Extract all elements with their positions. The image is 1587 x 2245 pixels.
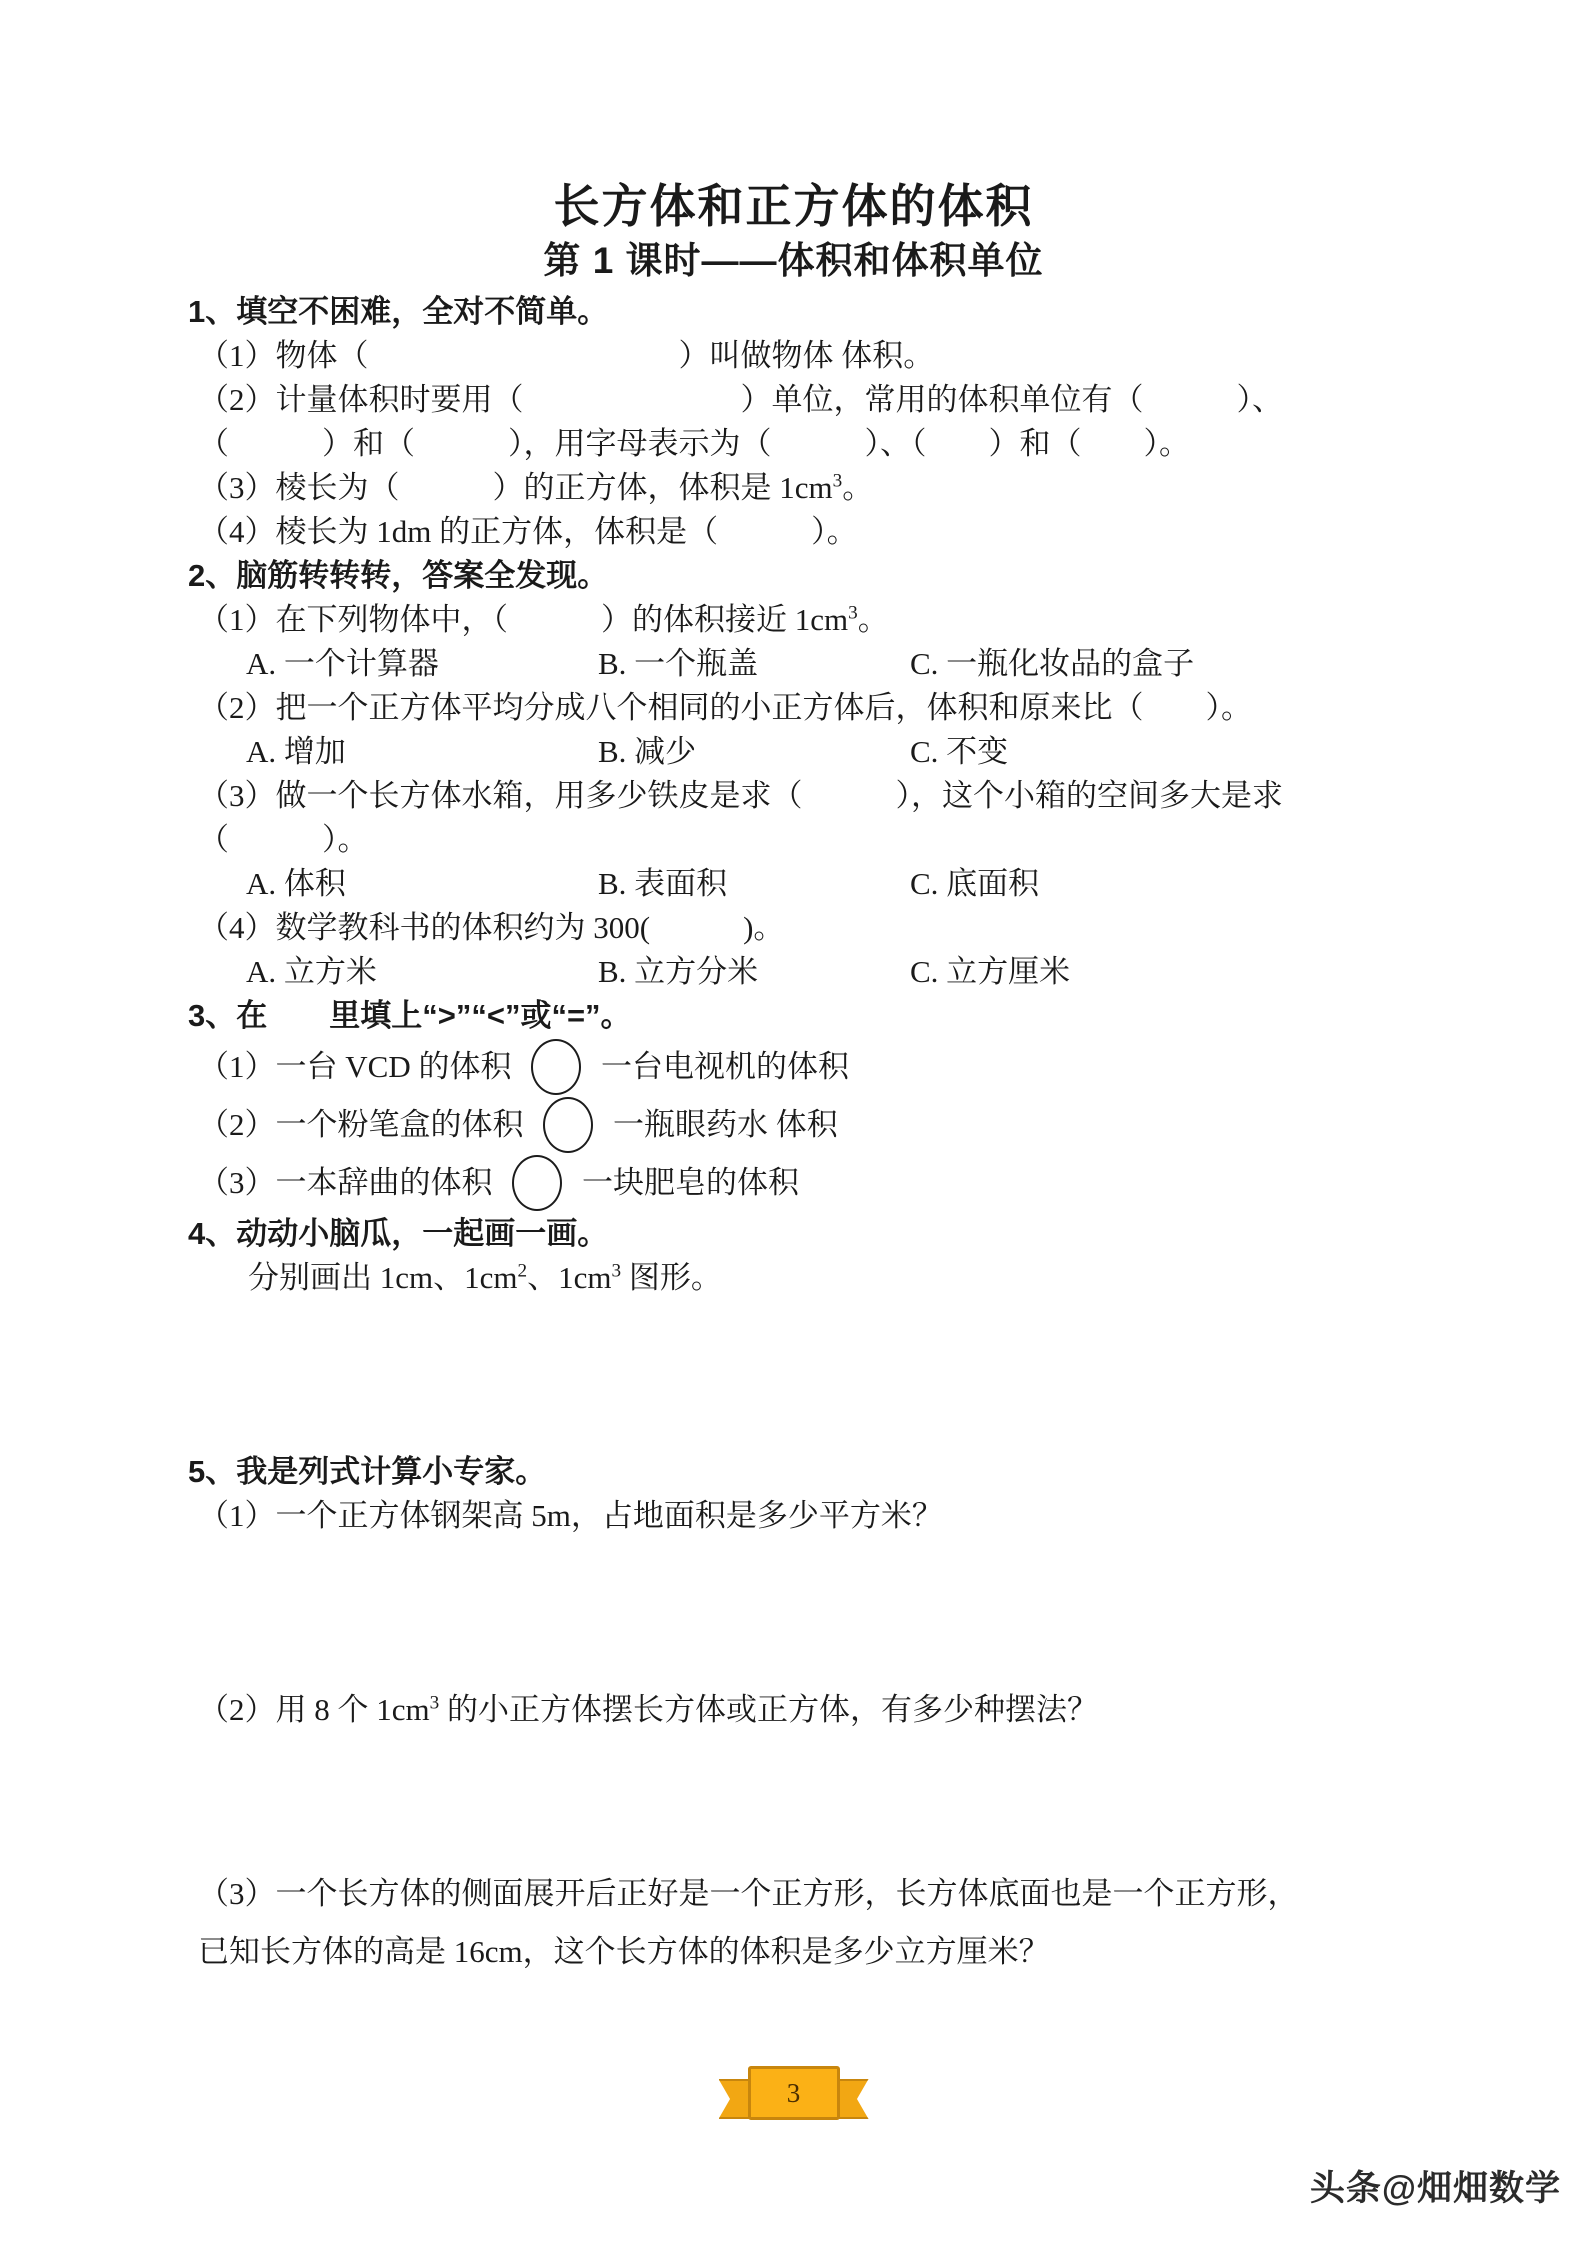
option-item: A. 立方米 bbox=[246, 954, 377, 989]
page-number-badge bbox=[748, 2066, 840, 2120]
question-line: （2）把一个正方体平均分成八个相同的小正方体后，体积和原来比（ ）。 bbox=[198, 690, 1252, 725]
question-line-continuation: （ ）和（ ），用字母表示为（ ）、（ ）和（ ）。 bbox=[198, 426, 1190, 461]
option-item: B. 表面积 bbox=[598, 866, 728, 901]
worksheet-body bbox=[188, 290, 1458, 1974]
option-item: C. 一瓶化妆品的盒子 bbox=[910, 646, 1195, 681]
section-heading: 3、在 里填上“>”“<”或“=”。 bbox=[188, 998, 632, 1033]
section-heading: 1、填空不困难，全对不简单。 bbox=[188, 294, 609, 329]
comparison-circle bbox=[512, 1155, 562, 1211]
question-line: （1）物体（ ）叫做物体 体积。 bbox=[198, 338, 935, 373]
section-heading: 5、我是列式计算小专家。 bbox=[188, 1454, 547, 1489]
question-line-continuation: 已知长方体的高是 16cm，这个长方体的体积是多少立方厘米？ bbox=[198, 1934, 1050, 1969]
worksheet-header bbox=[0, 178, 1587, 288]
question-line: （3）做一个长方体水箱，用多少铁皮是求（ ），这个小箱的空间多大是求 bbox=[198, 778, 1283, 813]
options-row bbox=[188, 862, 1458, 906]
instruction-line: 分别画出 1cm、$1cm^2$、$1cm^3$ 图形。 bbox=[248, 1260, 722, 1295]
spacer bbox=[188, 1300, 1458, 1450]
option-item: C. 立方厘米 bbox=[910, 954, 1071, 989]
section-heading: 2、脑筋转转转，答案全发现。 bbox=[188, 558, 609, 593]
comparison-circle bbox=[531, 1039, 581, 1095]
comparison-line: （2）一个粉笔盒的体积 一瓶眼药水 体积 bbox=[188, 1096, 1458, 1154]
page-ribbon bbox=[719, 2066, 869, 2126]
option-item: A. 体积 bbox=[246, 866, 346, 901]
question-line-continuation: （ ）。 bbox=[198, 822, 369, 857]
page-subtitle: 第 1 课时——体积和体积单位 bbox=[543, 240, 1044, 281]
option-item: A. 增加 bbox=[246, 734, 346, 769]
option-item: B. 减少 bbox=[598, 734, 697, 769]
question-line: （1）一个正方体钢架高 5m，占地面积是多少平方米？ bbox=[198, 1498, 943, 1533]
page-title: 长方体和正方体的体积 bbox=[553, 180, 1034, 232]
option-item: B. 立方分米 bbox=[598, 954, 759, 989]
page-number: 3 bbox=[786, 2077, 801, 2108]
options-row bbox=[188, 730, 1458, 774]
options-row bbox=[188, 642, 1458, 686]
comparison-circle bbox=[543, 1097, 593, 1153]
options-row bbox=[188, 950, 1458, 994]
question-line: （3）一个长方体的侧面展开后正好是一个正方形，长方体底面也是一个正方形， bbox=[198, 1876, 1299, 1911]
spacer bbox=[188, 1538, 1458, 1688]
question-line: （4）棱长为 1dm 的正方体，体积是（ ）。 bbox=[198, 514, 858, 549]
watermark: 头条@畑畑数学 bbox=[1309, 2169, 1561, 2208]
question-line: （3）棱长为（ ）的正方体，体积是 $1cm^3$。 bbox=[198, 470, 874, 505]
option-item: C. 不变 bbox=[910, 734, 1009, 769]
option-item: B. 一个瓶盖 bbox=[598, 646, 759, 681]
option-item: A. 一个计算器 bbox=[246, 646, 439, 681]
spacer bbox=[188, 1732, 1458, 1872]
question-line: （2）用 8 个 $1cm^3$ 的小正方体摆长方体或正方体，有多少种摆法？ bbox=[198, 1692, 1098, 1727]
comparison-line: （3）一本辞曲的体积 一块肥皂的体积 bbox=[188, 1154, 1458, 1212]
question-line: （2）计量体积时要用（ ）单位，常用的体积单位有（ ）、 bbox=[198, 382, 1283, 417]
section-heading: 4、动动小脑瓜，一起画一画。 bbox=[188, 1216, 609, 1251]
question-line: （1）在下列物体中，（ ）的体积接近 $1cm^3$。 bbox=[198, 602, 889, 637]
comparison-line: （1）一台 VCD 的体积 一台电视机的体积 bbox=[188, 1038, 1458, 1096]
option-item: C. 底面积 bbox=[910, 866, 1040, 901]
question-line: （4）数学教科书的体积约为 300( )。 bbox=[198, 910, 785, 945]
